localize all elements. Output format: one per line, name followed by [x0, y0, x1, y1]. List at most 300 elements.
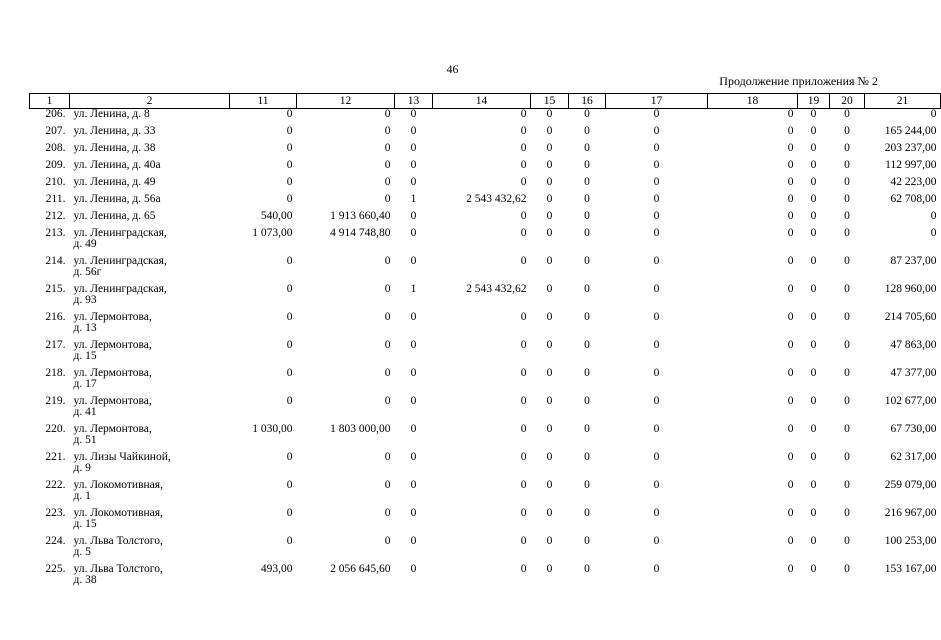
page-number: 46 — [446, 62, 459, 76]
table-row — [30, 194, 941, 211]
value-cell-14: 0 — [520, 339, 527, 351]
value-cell-14: 0 — [520, 311, 527, 323]
value-cell-13: 0 — [410, 255, 417, 267]
row-number: 214. — [45, 255, 66, 267]
value-cell-21: 0 — [930, 227, 937, 239]
address-street: ул. Льва Толстого, — [73, 563, 163, 575]
value-cell-18: 0 — [787, 311, 794, 323]
value-cell-18: 0 — [787, 108, 794, 120]
value-cell-18: 0 — [787, 479, 794, 491]
value-cell-13: 0 — [410, 479, 417, 491]
value-cell-21: 67 730,00 — [890, 423, 937, 435]
value-cell-21: 0 — [930, 210, 937, 222]
value-cell-18: 0 — [787, 423, 794, 435]
value-cell-11: 0 — [286, 535, 293, 547]
value-cell-13: 0 — [410, 339, 417, 351]
value-cell-14: 0 — [520, 395, 527, 407]
value-cell-19: 0 — [810, 255, 817, 267]
address-cell — [70, 368, 230, 396]
value-cell-20: 0 — [844, 193, 850, 205]
row-number: 218. — [45, 367, 66, 379]
value-cell-18: 0 — [787, 176, 794, 188]
value-cell-20: 0 — [844, 479, 850, 491]
column-header: 12 — [297, 94, 395, 109]
value-cell-17: 0 — [653, 451, 660, 463]
value-cell-17: 0 — [653, 339, 660, 351]
address-house: д. 41 — [73, 406, 97, 418]
value-cell-11: 0 — [286, 176, 293, 188]
value-cell-15: 0 — [546, 507, 553, 519]
address-cell — [70, 424, 230, 452]
table-row — [30, 228, 941, 256]
address-cell — [70, 452, 230, 480]
value-cell-13: 0 — [410, 108, 417, 120]
value-cell-21: 203 237,00 — [884, 142, 937, 154]
value-cell-19: 0 — [810, 423, 817, 435]
value-cell-14: 2 543 432,62 — [466, 283, 527, 295]
value-cell-12: 2 056 645,60 — [330, 563, 391, 575]
value-cell-19: 0 — [810, 339, 817, 351]
table-row — [30, 396, 941, 424]
address-street: ул. Ленина, д. 33 — [73, 125, 156, 137]
value-cell-17: 0 — [653, 227, 660, 239]
address-house: д. 17 — [73, 378, 97, 390]
value-cell-17: 0 — [653, 283, 660, 295]
value-cell-20: 0 — [844, 535, 850, 547]
address-cell — [70, 284, 230, 312]
row-number: 224. — [45, 535, 66, 547]
value-cell-19: 0 — [810, 210, 817, 222]
value-cell-16: 0 — [584, 176, 590, 188]
address-cell — [70, 396, 230, 424]
value-cell-11: 0 — [286, 451, 293, 463]
table-row — [30, 340, 941, 368]
value-cell-20: 0 — [844, 142, 850, 154]
address-street: ул. Ленина, д. 65 — [73, 210, 156, 222]
value-cell-16: 0 — [584, 193, 590, 205]
value-cell-21: 214 705,60 — [884, 311, 937, 323]
value-cell-19: 0 — [810, 176, 817, 188]
value-cell-11: 493,00 — [260, 563, 293, 575]
value-cell-12: 0 — [384, 108, 391, 120]
address-street: ул. Ленина, д. 56а — [73, 193, 161, 205]
value-cell-13: 0 — [410, 311, 417, 323]
value-cell-15: 0 — [546, 142, 553, 154]
value-cell-13: 0 — [410, 423, 417, 435]
value-cell-21: 102 677,00 — [884, 395, 937, 407]
value-cell-18: 0 — [787, 563, 794, 575]
address-cell — [70, 194, 230, 211]
value-cell-17: 0 — [653, 367, 660, 379]
value-cell-20: 0 — [844, 311, 850, 323]
value-cell-15: 0 — [546, 193, 553, 205]
address-street: ул. Локомотивная, — [73, 507, 163, 519]
value-cell-15: 0 — [546, 283, 553, 295]
row-number: 225. — [45, 563, 66, 575]
value-cell-16: 0 — [584, 395, 590, 407]
address-house: д. 56г — [73, 266, 102, 278]
value-cell-17: 0 — [653, 535, 660, 547]
value-cell-16: 0 — [584, 142, 590, 154]
table-row — [30, 126, 941, 143]
address-street: ул. Лермонтова, — [73, 395, 152, 407]
value-cell-21: 216 967,00 — [884, 507, 937, 519]
value-cell-12: 1 913 660,40 — [330, 210, 391, 222]
address-street: ул. Лермонтова, — [73, 423, 152, 435]
value-cell-18: 0 — [787, 227, 794, 239]
value-cell-20: 0 — [844, 339, 850, 351]
value-cell-19: 0 — [810, 563, 817, 575]
value-cell-18: 0 — [787, 193, 794, 205]
value-cell-15: 0 — [546, 367, 553, 379]
table-row — [30, 508, 941, 536]
row-number: 213. — [45, 227, 66, 239]
address-house: д. 51 — [73, 434, 97, 446]
row-number: 221. — [45, 451, 66, 463]
table-row — [30, 211, 941, 228]
value-cell-19: 0 — [810, 479, 817, 491]
value-cell-12: 0 — [384, 283, 391, 295]
value-cell-21: 112 997,00 — [885, 159, 937, 171]
value-cell-13: 1 — [410, 193, 417, 205]
address-cell — [70, 340, 230, 368]
value-cell-16: 0 — [584, 125, 590, 137]
address-street: ул. Ленинградская, — [73, 283, 167, 295]
value-cell-19: 0 — [810, 108, 817, 120]
value-cell-21: 62 317,00 — [890, 451, 937, 463]
value-cell-15: 0 — [546, 255, 553, 267]
value-cell-14: 0 — [520, 423, 527, 435]
row-number: 220. — [45, 423, 66, 435]
value-cell-11: 540,00 — [260, 210, 293, 222]
value-cell-12: 0 — [384, 311, 391, 323]
value-cell-20: 0 — [844, 283, 850, 295]
table-row — [30, 284, 941, 312]
row-number: 222. — [45, 479, 66, 491]
value-cell-12: 0 — [384, 142, 391, 154]
address-street: ул. Ленинградская, — [73, 255, 167, 267]
column-header: 13 — [395, 94, 433, 109]
value-cell-16: 0 — [584, 255, 590, 267]
value-cell-13: 0 — [410, 507, 417, 519]
value-cell-16: 0 — [584, 108, 590, 120]
value-cell-15: 0 — [546, 210, 553, 222]
table-row — [30, 480, 941, 508]
value-cell-11: 1 030,00 — [252, 423, 293, 435]
address-street: ул. Лизы Чайкиной, — [73, 451, 171, 463]
value-cell-20: 0 — [844, 159, 850, 171]
value-cell-15: 0 — [546, 227, 553, 239]
column-header: 14 — [433, 94, 531, 109]
value-cell-17: 0 — [653, 395, 660, 407]
address-house: д. 15 — [73, 350, 97, 362]
value-cell-17: 0 — [653, 108, 660, 120]
row-number: 212. — [45, 210, 66, 222]
address-street: ул. Лермонтова, — [73, 311, 152, 323]
table-row — [30, 368, 941, 396]
value-cell-13: 1 — [410, 283, 417, 295]
address-cell — [70, 480, 230, 508]
value-cell-16: 0 — [584, 367, 590, 379]
value-cell-12: 0 — [384, 479, 391, 491]
address-street: ул. Лермонтова, — [73, 367, 152, 379]
value-cell-15: 0 — [546, 125, 553, 137]
address-street: ул. Локомотивная, — [73, 479, 163, 491]
value-cell-14: 0 — [520, 535, 527, 547]
value-cell-18: 0 — [787, 535, 794, 547]
value-cell-19: 0 — [810, 283, 817, 295]
address-cell — [70, 312, 230, 340]
value-cell-21: 62 708,00 — [890, 193, 937, 205]
value-cell-21: 47 863,00 — [890, 339, 937, 351]
value-cell-11: 0 — [286, 479, 293, 491]
value-cell-13: 0 — [410, 563, 417, 575]
value-cell-19: 0 — [810, 451, 817, 463]
value-cell-17: 0 — [653, 159, 660, 171]
value-cell-12: 0 — [384, 193, 391, 205]
value-cell-11: 0 — [286, 311, 293, 323]
value-cell-15: 0 — [546, 423, 553, 435]
value-cell-14: 0 — [520, 367, 527, 379]
value-cell-11: 0 — [286, 395, 293, 407]
value-cell-19: 0 — [810, 507, 817, 519]
row-number: 208. — [45, 142, 66, 154]
table-row — [30, 109, 941, 127]
value-cell-18: 0 — [787, 210, 794, 222]
address-house: д. 5 — [73, 546, 91, 558]
address-street: ул. Ленина, д. 40а — [73, 159, 161, 171]
value-cell-16: 0 — [584, 563, 590, 575]
value-cell-12: 0 — [384, 395, 391, 407]
value-cell-20: 0 — [844, 108, 850, 120]
value-cell-21: 128 960,00 — [884, 283, 937, 295]
row-number: 206. — [45, 108, 66, 120]
value-cell-14: 2 543 432,62 — [466, 193, 527, 205]
column-header: 2 — [70, 94, 230, 109]
value-cell-13: 0 — [410, 210, 417, 222]
value-cell-11: 0 — [286, 367, 293, 379]
value-cell-11: 0 — [286, 142, 293, 154]
value-cell-18: 0 — [787, 339, 794, 351]
value-cell-13: 0 — [410, 367, 417, 379]
value-cell-12: 0 — [384, 367, 391, 379]
column-header: 17 — [606, 94, 708, 109]
value-cell-15: 0 — [546, 451, 553, 463]
value-cell-12: 0 — [384, 507, 391, 519]
row-number: 215. — [45, 283, 66, 295]
row-number: 209. — [45, 159, 66, 171]
column-header: 21 — [865, 94, 941, 109]
address-house: д. 15 — [73, 518, 97, 530]
value-cell-12: 0 — [384, 255, 391, 267]
value-cell-20: 0 — [844, 210, 850, 222]
value-cell-11: 0 — [286, 159, 293, 171]
address-house: д. 1 — [73, 490, 91, 502]
value-cell-18: 0 — [787, 507, 794, 519]
value-cell-12: 0 — [384, 339, 391, 351]
value-cell-16: 0 — [584, 535, 590, 547]
value-cell-13: 0 — [410, 227, 417, 239]
value-cell-19: 0 — [810, 367, 817, 379]
value-cell-19: 0 — [810, 535, 817, 547]
value-cell-12: 1 803 000,00 — [330, 423, 391, 435]
value-cell-17: 0 — [653, 176, 660, 188]
column-header: 16 — [569, 94, 606, 109]
value-cell-19: 0 — [810, 227, 817, 239]
value-cell-21: 0 — [930, 108, 937, 120]
value-cell-20: 0 — [844, 451, 850, 463]
value-cell-19: 0 — [810, 311, 817, 323]
address-cell — [70, 160, 230, 177]
value-cell-20: 0 — [844, 563, 850, 575]
address-cell — [70, 126, 230, 143]
value-cell-16: 0 — [584, 507, 590, 519]
value-cell-18: 0 — [787, 255, 794, 267]
value-cell-21: 87 237,00 — [890, 255, 937, 267]
address-cell — [70, 564, 230, 592]
value-cell-14: 0 — [520, 176, 527, 188]
address-street: ул. Ленинградская, — [73, 227, 167, 239]
address-street: ул. Ленина, д. 8 — [73, 108, 150, 120]
value-cell-20: 0 — [844, 125, 850, 137]
value-cell-13: 0 — [410, 176, 417, 188]
value-cell-18: 0 — [787, 395, 794, 407]
value-cell-15: 0 — [546, 176, 553, 188]
value-cell-16: 0 — [584, 451, 590, 463]
value-cell-17: 0 — [653, 507, 660, 519]
value-cell-17: 0 — [653, 142, 660, 154]
value-cell-14: 0 — [520, 108, 527, 120]
value-cell-19: 0 — [810, 125, 817, 137]
value-cell-15: 0 — [546, 159, 553, 171]
value-cell-17: 0 — [653, 479, 660, 491]
value-cell-11: 0 — [286, 193, 293, 205]
column-header: 15 — [531, 94, 569, 109]
value-cell-11: 0 — [286, 125, 293, 137]
value-cell-14: 0 — [520, 125, 527, 137]
value-cell-21: 165 244,00 — [884, 125, 937, 137]
value-cell-21: 47 377,00 — [890, 367, 937, 379]
address-cell — [70, 536, 230, 564]
value-cell-15: 0 — [546, 563, 553, 575]
value-cell-15: 0 — [546, 479, 553, 491]
value-cell-11: 0 — [286, 283, 293, 295]
value-cell-16: 0 — [584, 311, 590, 323]
value-cell-12: 0 — [384, 535, 391, 547]
value-cell-13: 0 — [410, 125, 417, 137]
value-cell-16: 0 — [584, 210, 590, 222]
address-house: д. 38 — [73, 574, 97, 586]
table-row — [30, 536, 941, 564]
address-street: ул. Ленина, д. 49 — [73, 176, 156, 188]
value-cell-13: 0 — [410, 395, 417, 407]
value-cell-15: 0 — [546, 395, 553, 407]
value-cell-18: 0 — [787, 367, 794, 379]
value-cell-16: 0 — [584, 159, 590, 171]
value-cell-20: 0 — [844, 423, 850, 435]
address-house: д. 13 — [73, 322, 97, 334]
value-cell-14: 0 — [520, 142, 527, 154]
table-row — [30, 143, 941, 160]
value-cell-15: 0 — [546, 108, 553, 120]
value-cell-12: 0 — [384, 159, 391, 171]
value-cell-17: 0 — [653, 193, 660, 205]
value-cell-18: 0 — [787, 283, 794, 295]
address-cell — [70, 508, 230, 536]
value-cell-12: 0 — [384, 451, 391, 463]
value-cell-11: 0 — [286, 108, 293, 120]
column-header: 11 — [230, 94, 297, 109]
table-row — [30, 256, 941, 284]
value-cell-13: 0 — [410, 159, 417, 171]
value-cell-17: 0 — [653, 563, 660, 575]
address-cell — [70, 211, 230, 228]
value-cell-16: 0 — [584, 283, 590, 295]
table-row — [30, 312, 941, 340]
address-cell — [70, 177, 230, 194]
value-cell-20: 0 — [844, 255, 850, 267]
value-cell-14: 0 — [520, 210, 527, 222]
value-cell-18: 0 — [787, 451, 794, 463]
address-house: д. 49 — [73, 238, 97, 250]
row-number: 223. — [45, 507, 66, 519]
address-cell — [70, 228, 230, 256]
table-body — [30, 109, 941, 593]
value-cell-20: 0 — [844, 227, 850, 239]
address-street: ул. Ленина, д. 38 — [73, 142, 156, 154]
value-cell-13: 0 — [410, 451, 417, 463]
value-cell-21: 42 223,00 — [890, 176, 937, 188]
value-cell-12: 4 914 748,80 — [330, 227, 391, 239]
value-cell-14: 0 — [520, 159, 527, 171]
address-cell — [70, 143, 230, 160]
address-cell — [70, 256, 230, 284]
value-cell-14: 0 — [520, 255, 527, 267]
appendix-continuation-title: Продолжение приложения № 2 — [719, 74, 878, 88]
value-cell-11: 1 073,00 — [252, 227, 293, 239]
value-cell-14: 0 — [520, 507, 527, 519]
value-cell-21: 100 253,00 — [884, 535, 937, 547]
value-cell-20: 0 — [844, 367, 850, 379]
value-cell-13: 0 — [410, 142, 417, 154]
value-cell-20: 0 — [844, 395, 850, 407]
row-number: 216. — [45, 311, 66, 323]
value-cell-14: 0 — [520, 451, 527, 463]
value-cell-17: 0 — [653, 423, 660, 435]
value-cell-16: 0 — [584, 227, 590, 239]
value-cell-13: 0 — [410, 535, 417, 547]
value-cell-18: 0 — [787, 125, 794, 137]
table-row — [30, 564, 941, 592]
table-row — [30, 424, 941, 452]
value-cell-17: 0 — [653, 210, 660, 222]
value-cell-16: 0 — [584, 423, 590, 435]
value-cell-14: 0 — [520, 563, 527, 575]
value-cell-21: 259 079,00 — [884, 479, 937, 491]
row-number: 207. — [45, 125, 66, 137]
value-cell-19: 0 — [810, 159, 817, 171]
value-cell-21: 153 167,00 — [884, 563, 937, 575]
column-header: 18 — [708, 94, 798, 109]
data-table — [29, 93, 941, 592]
value-cell-11: 0 — [286, 255, 293, 267]
value-cell-11: 0 — [286, 507, 293, 519]
value-cell-20: 0 — [844, 176, 850, 188]
column-header: 19 — [798, 94, 830, 109]
table-row — [30, 160, 941, 177]
value-cell-17: 0 — [653, 125, 660, 137]
value-cell-12: 0 — [384, 176, 391, 188]
